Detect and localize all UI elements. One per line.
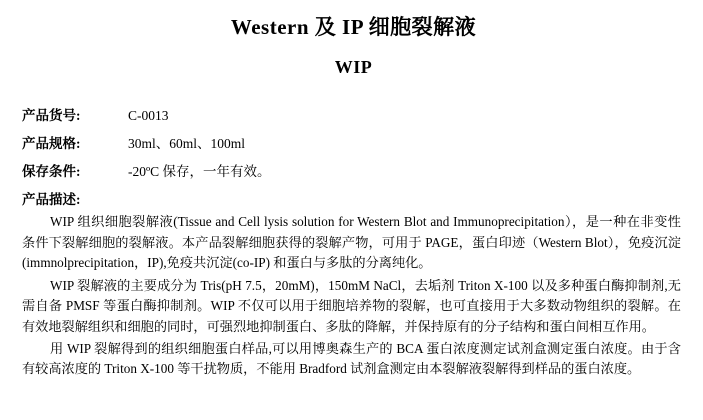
description-paragraph-2: WIP 裂解液的主要成分为 Tris(pH 7.5，20mM)，150mM NaCl，去垢剂 Triton X-100 以及多种蛋白酶抑制剂,无需自备 PMSF 等蛋白酶抑制剂。WIP 不仅可以用于细胞培养物的裂解，也可直接用于大多数动物组织的裂解。在有效地裂解组织和细胞的同时，可强烈地抑制蛋白、多肽的降解，并保持原有的分子结构和蛋白间相互作用。 [22, 277, 681, 334]
product-spec-value: 30ml、60ml、100ml [128, 136, 246, 152]
product-spec-label: 产品规格: [22, 136, 81, 152]
description-label: 产品描述: [22, 192, 81, 208]
page-subtitle: WIP [334, 57, 373, 78]
storage-condition-label: 保存条件: [22, 164, 81, 180]
product-code-label: 产品货号: [22, 108, 81, 124]
product-code-row [22, 104, 685, 124]
product-spec-row [22, 132, 685, 152]
description-paragraph-3: 用 WIP 裂解得到的组织细胞蛋白样品,可以用博奥森生产的 BCA 蛋白浓度测定试剂盒测定蛋白浓度。由于含有较高浓度的 Triton X-100 等干扰物质，不能用 Bradford 试剂盒测定由本裂解液裂解得到样品的蛋白浓度。 [22, 341, 681, 377]
storage-condition-row [22, 160, 685, 180]
storage-condition-value: -20ºC 保存，一年有效。 [128, 164, 271, 180]
page-title: Western 及 IP 细胞裂解液 [230, 15, 477, 39]
product-info-block [22, 104, 685, 180]
product-code-value: C-0013 [128, 108, 169, 124]
description-paragraph-1: WIP 组织细胞裂解液(Tissue and Cell lysis solution for Western Blot and Immunoprecipitation），是一种在非变性条件下裂解细胞的裂解液。本产品裂解细胞获得的裂解产物，可用于 PAGE，蛋白印迹（Western Blot），免疫沉淀(immnolprecipitation，IP),免疫共沉淀(co-IP) 和蛋白与多肽的分离纯化。 [22, 214, 681, 271]
